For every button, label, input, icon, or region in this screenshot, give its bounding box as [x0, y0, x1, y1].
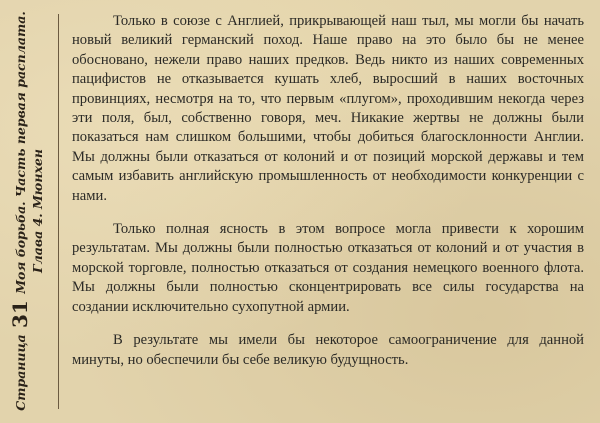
paragraph-2: Только полная ясность в этом вопросе могла привести к хорошим результатам. Мы должны были полностью отказаться от колоний и от участия в морской торговле, полностью отказаться от создания немецкого военного флота. Мы должны были полностью сконцентрировать все силы государства на создании исключительно сухопутной армии. [72, 221, 584, 315]
running-header [8, 11, 45, 411]
margin-divider [58, 14, 59, 409]
chapter-title: Глава 4. Мюнхен [30, 149, 45, 273]
page-number: 31 [8, 300, 32, 328]
paragraph-3: В результате мы имели бы некоторое самоограничение для данной минуты, но обеспечили бы себе великую будущность. [72, 332, 584, 368]
body-text [72, 12, 584, 370]
page-label: Страница [13, 334, 28, 411]
paragraph-1: Только в союзе с Англией, прикрывающей наш тыл, мы могли бы начать новый великий германский поход. Наше право на это было бы не менее обосновано, нежели право наших предков. Ведь никто из наших современных пацифистов не отказывается кушать хлеб, выросший в наших восточных провинциях, несмотря на то, что первым «плугом», проходившим некогда через эти поля, был, собственно говоря, меч. Никакие жертвы не должны были показаться нам слишком большими, чтобы добиться благосклонности Англии. Мы должны были отказаться от колоний и от позиций морской державы и тем самым избавить английскую промышленность от необходимости конкуренции с нами. [72, 13, 584, 204]
header-line-1 [8, 11, 32, 411]
page-margin-header [0, 0, 58, 423]
book-part-title: Моя борьба. Часть первая расплата. [13, 11, 28, 294]
